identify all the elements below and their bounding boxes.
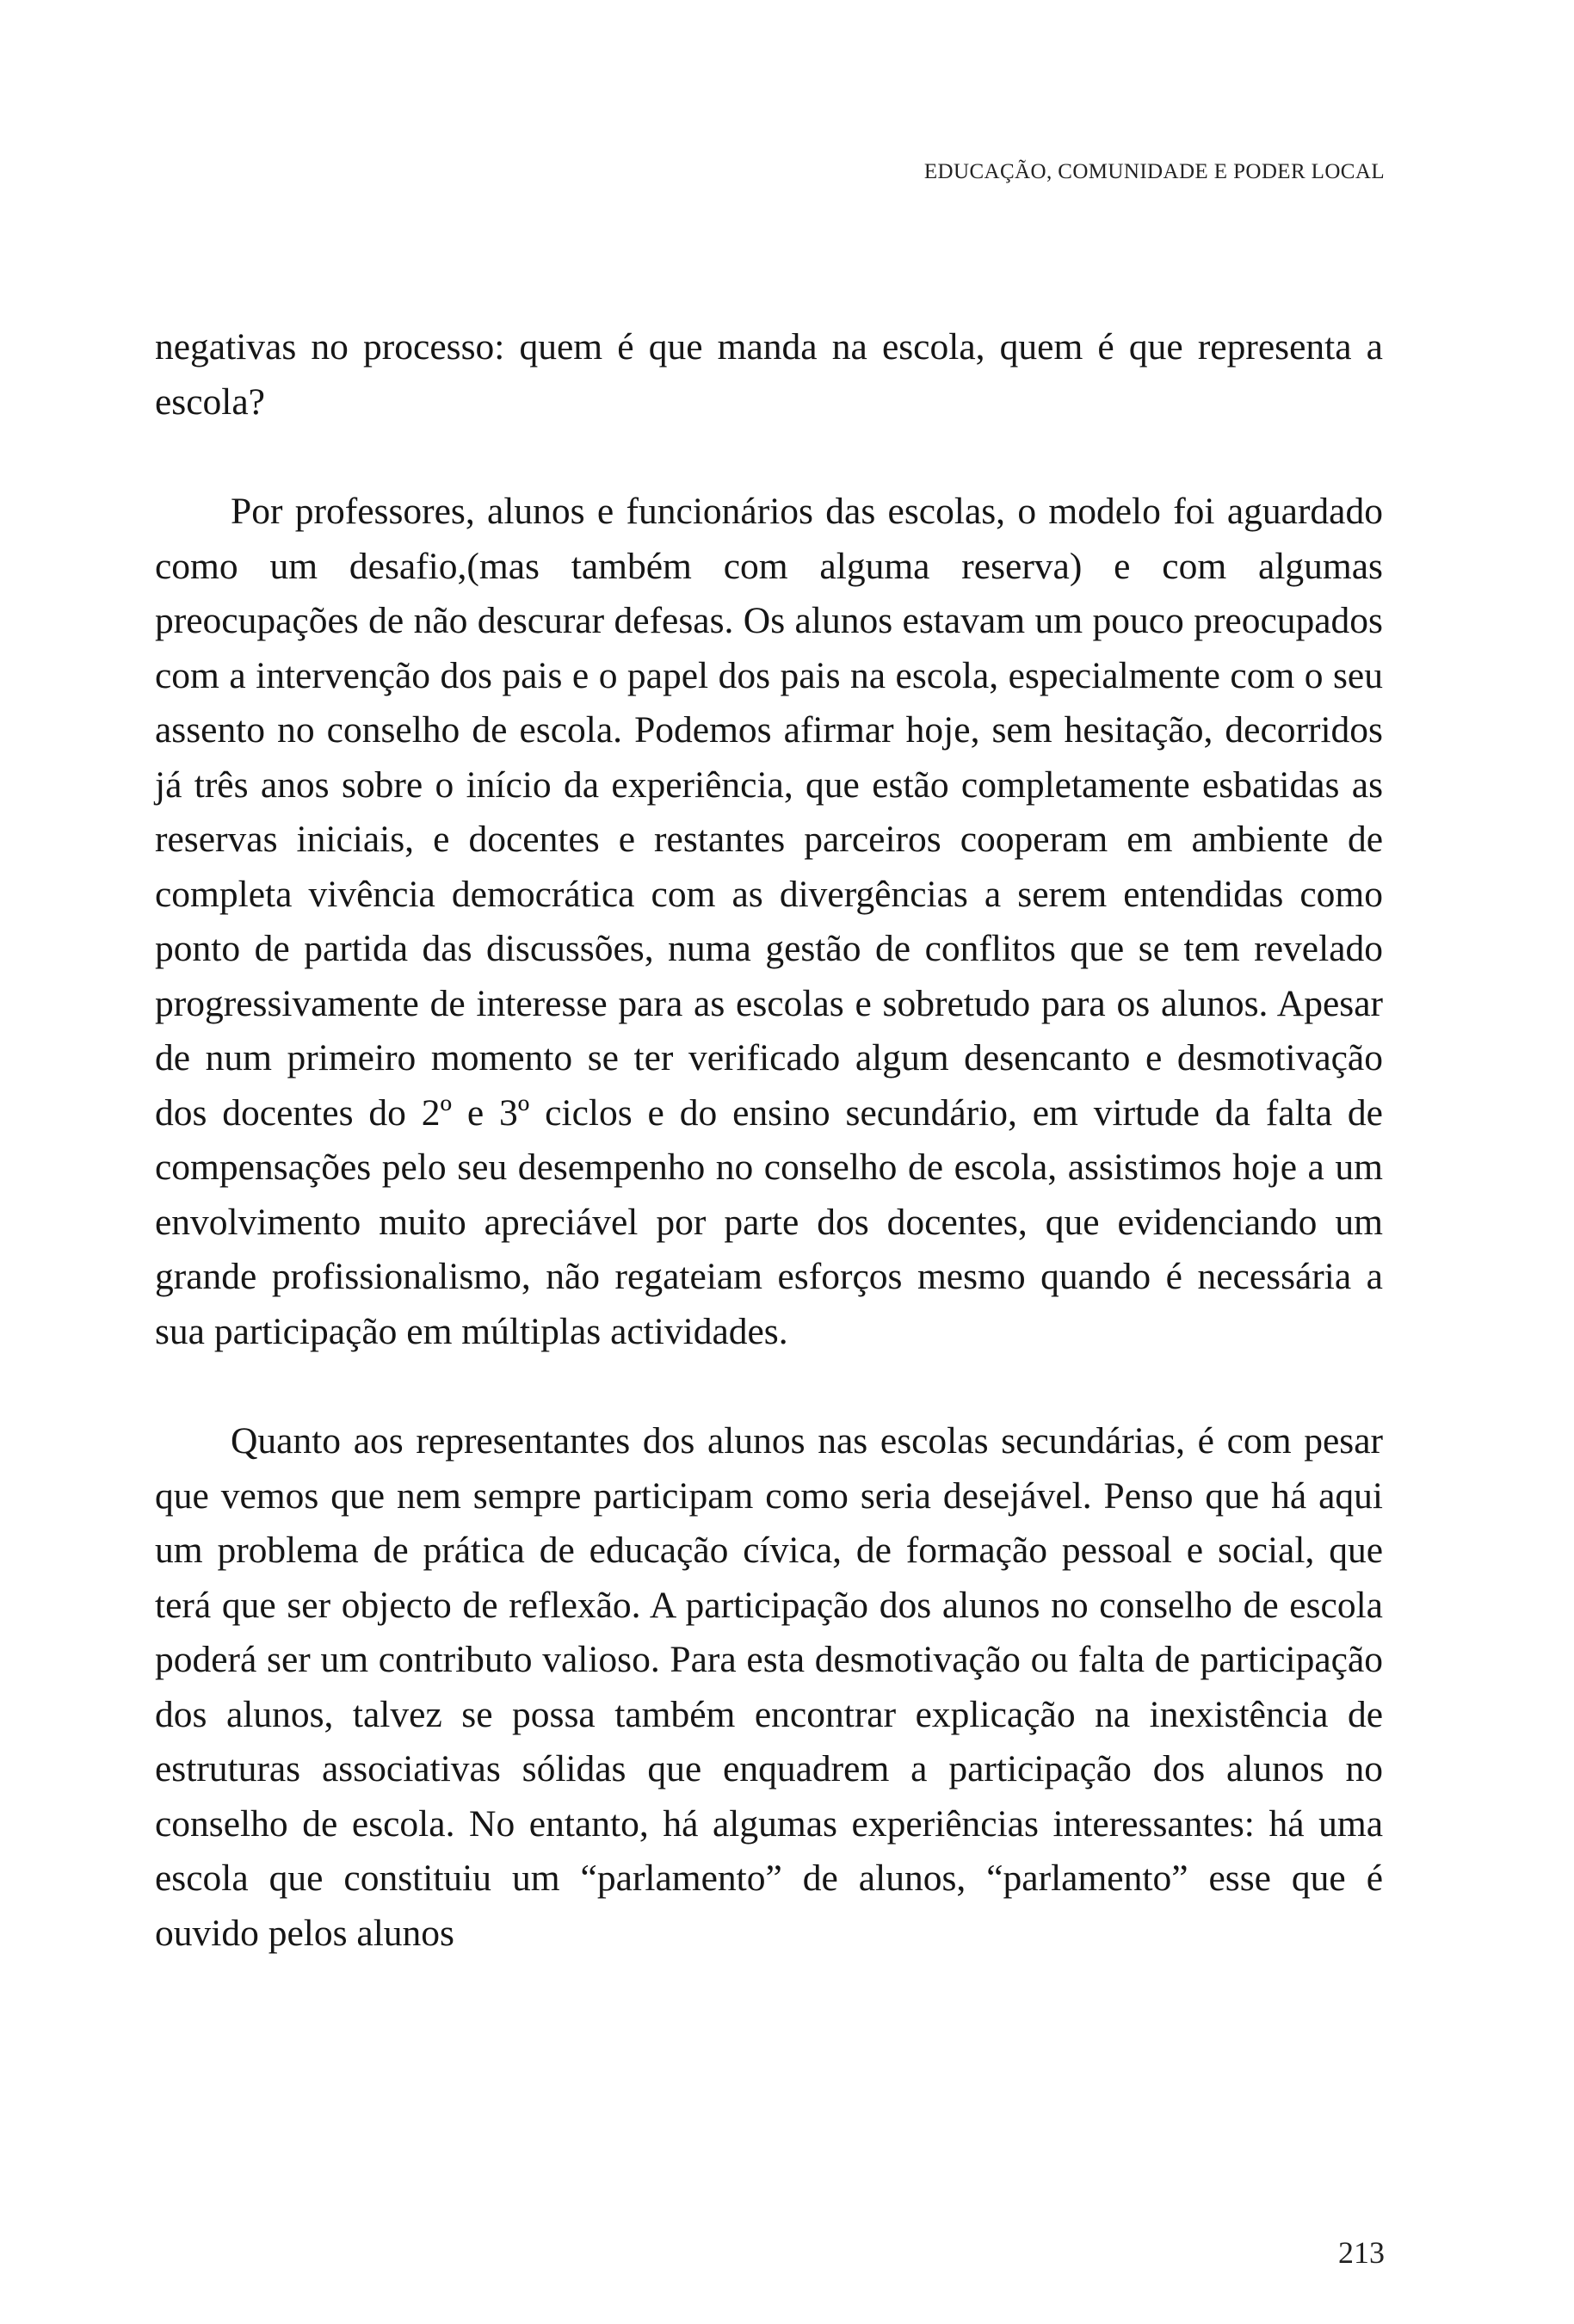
body-text (155, 320, 1383, 1961)
paragraph-model-reception: Por professores, alunos e funcionários das escolas, o modelo foi aguardado como um desafio,(mas também com alguma reserva) e com algumas preocupações de não descurar defesas. Os alunos estavam um pouco preocupados com a intervenção dos pais e o papel dos pais na escola, especialmente com o seu assento no conselho de escola. Podemos afirmar hoje, sem hesitação, decorridos já três anos sobre o início da experiência, que estão completamente esbatidas as reservas iniciais, e docentes e restantes parceiros cooperam em ambiente de completa vivência democrática com as divergências a serem entendidas como ponto de partida das discussões, numa gestão de conflitos que se tem revelado progressivamente de interesse para as escolas e sobretudo para os alunos. Apesar de num primeiro momento se ter verificado algum desencanto e desmotivação dos docentes do 2º e 3º ciclos e do ensino secundário, em virtude da falta de compensações pelo seu desempenho no conselho de escola, assistimos hoje a um envolvimento muito apreciável por parte dos docentes, que evidenciando um grande profissionalismo, não regateiam esforços mesmo quando é necessária a sua participação em múltiplas actividades. (155, 491, 1383, 1352)
paragraph-continuation: negativas no processo: quem é que manda na escola, quem é que representa a escola? (155, 326, 1383, 423)
paragraph-student-representatives: Quanto aos representantes dos alunos nas escolas secundárias, é com pesar que vemos que nem sempre participam como seria desejável. Penso que há aqui um problema de prática de educação cívica, de formação pessoal e social, que terá que ser objecto de reflexão. A participação dos alunos no conselho de escola poderá ser um contributo valioso. Para esta desmotivação ou falta de participação dos alunos, talvez se possa também encontrar explicação na inexistência de estruturas associativas sólidas que enquadrem a participação dos alunos no conselho de escola. No entanto, há algumas experiências interessantes: há uma escola que constituiu um “parlamento” de alunos, “parlamento” esse que é ouvido pelos alunos (155, 1420, 1383, 1954)
page-number: 213 (1338, 2235, 1385, 2270)
running-header: EDUCAÇÃO, COMUNIDADE E PODER LOCAL (923, 160, 1385, 183)
